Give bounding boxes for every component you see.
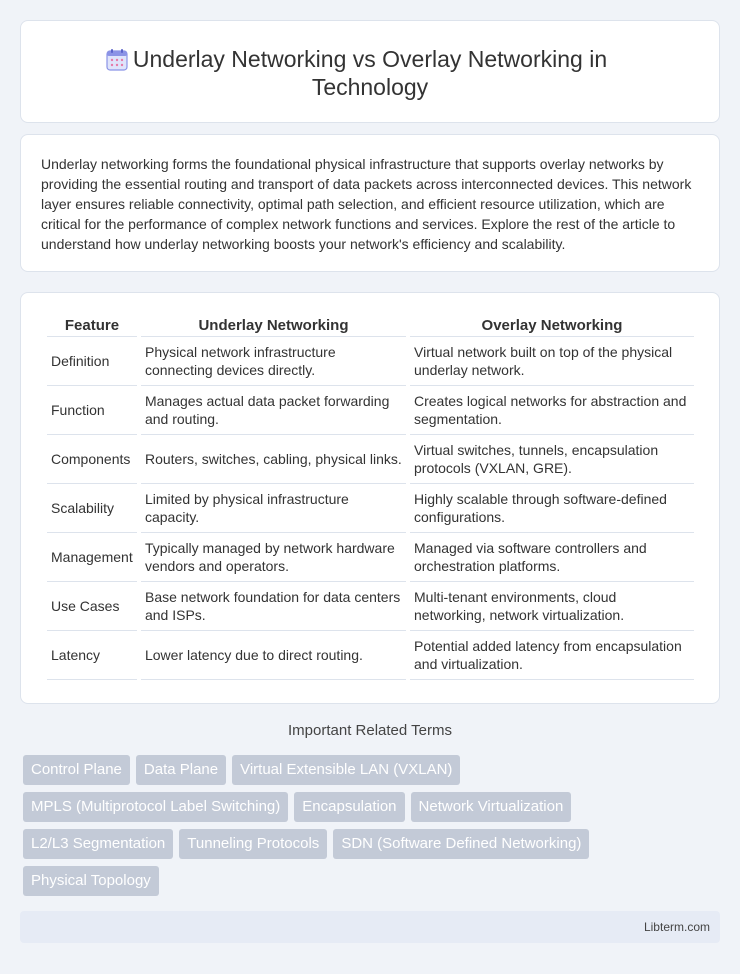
underlay-cell: Physical network infrastructure connecting devices directly. <box>141 337 406 386</box>
underlay-cell: Routers, switches, cabling, physical links. <box>141 435 406 484</box>
tag-row <box>23 866 643 896</box>
underlay-cell: Base network foundation for data centers and ISPs. <box>141 582 406 631</box>
footer-bar <box>20 911 720 943</box>
header-underlay: Underlay Networking <box>141 315 406 337</box>
table-row <box>47 484 694 533</box>
related-term-tag[interactable]: Virtual Extensible LAN (VXLAN) <box>232 755 460 785</box>
calendar-icon <box>105 48 129 72</box>
feature-cell: Function <box>47 386 137 435</box>
related-term-tag[interactable]: Network Virtualization <box>411 792 572 822</box>
overlay-cell: Highly scalable through software-defined configurations. <box>410 484 694 533</box>
overlay-cell: Virtual network built on top of the physical underlay network. <box>410 337 694 386</box>
underlay-cell: Typically managed by network hardware vendors and operators. <box>141 533 406 582</box>
related-terms-list <box>23 755 643 903</box>
related-term-tag[interactable]: Tunneling Protocols <box>179 829 327 859</box>
feature-cell: Latency <box>47 631 137 680</box>
related-term-tag[interactable]: SDN (Software Defined Networking) <box>333 829 589 859</box>
tag-row <box>23 755 643 785</box>
header-feature: Feature <box>47 315 137 337</box>
page-title <box>21 45 719 101</box>
header-overlay: Overlay Networking <box>410 315 694 337</box>
related-term-tag[interactable]: L2/L3 Segmentation <box>23 829 173 859</box>
title-card <box>20 20 720 123</box>
feature-cell: Definition <box>47 337 137 386</box>
overlay-cell: Creates logical networks for abstraction and segmentation. <box>410 386 694 435</box>
overlay-cell: Virtual switches, tunnels, encapsulation protocols (VXLAN, GRE). <box>410 435 694 484</box>
related-term-tag[interactable]: Encapsulation <box>294 792 404 822</box>
related-term-tag[interactable]: Control Plane <box>23 755 130 785</box>
related-terms-heading: Important Related Terms <box>288 722 452 739</box>
tag-row <box>23 792 643 822</box>
intro-card <box>20 134 720 272</box>
feature-cell: Use Cases <box>47 582 137 631</box>
underlay-cell: Manages actual data packet forwarding and routing. <box>141 386 406 435</box>
table-row <box>47 337 694 386</box>
overlay-cell: Potential added latency from encapsulation and virtualization. <box>410 631 694 680</box>
tag-row <box>23 829 643 859</box>
related-term-tag[interactable]: Data Plane <box>136 755 226 785</box>
feature-cell: Management <box>47 533 137 582</box>
intro-paragraph: Underlay networking forms the foundational physical infrastructure that supports overlay networks by providing the essential routing and transport of data packets across interconnected devices. This network layer ensures reliable connectivity, optimal path selection, and efficient resource utilization, which are critical for the performance of complex network functions and services. Explore the rest of the article to understand how underlay networking boosts your network's efficiency and scalability. <box>41 156 692 252</box>
table-row <box>47 435 694 484</box>
related-term-tag[interactable]: Physical Topology <box>23 866 159 896</box>
table-row <box>47 582 694 631</box>
footer-site-link[interactable]: Libterm.com <box>643 920 710 934</box>
table-row <box>47 631 694 680</box>
feature-cell: Components <box>47 435 137 484</box>
comparison-card <box>20 292 720 704</box>
table-header-row <box>47 315 694 337</box>
title-line-1: Underlay Networking vs Overlay Networking in <box>132 46 608 72</box>
overlay-cell: Multi-tenant environments, cloud networking, network virtualization. <box>410 582 694 631</box>
feature-cell: Scalability <box>47 484 137 533</box>
table-row <box>47 386 694 435</box>
related-term-tag[interactable]: MPLS (Multiprotocol Label Switching) <box>23 792 288 822</box>
title-line-2: Technology <box>311 74 429 100</box>
overlay-cell: Managed via software controllers and orchestration platforms. <box>410 533 694 582</box>
underlay-cell: Lower latency due to direct routing. <box>141 631 406 680</box>
comparison-table <box>43 315 698 680</box>
table-row <box>47 533 694 582</box>
underlay-cell: Limited by physical infrastructure capacity. <box>141 484 406 533</box>
